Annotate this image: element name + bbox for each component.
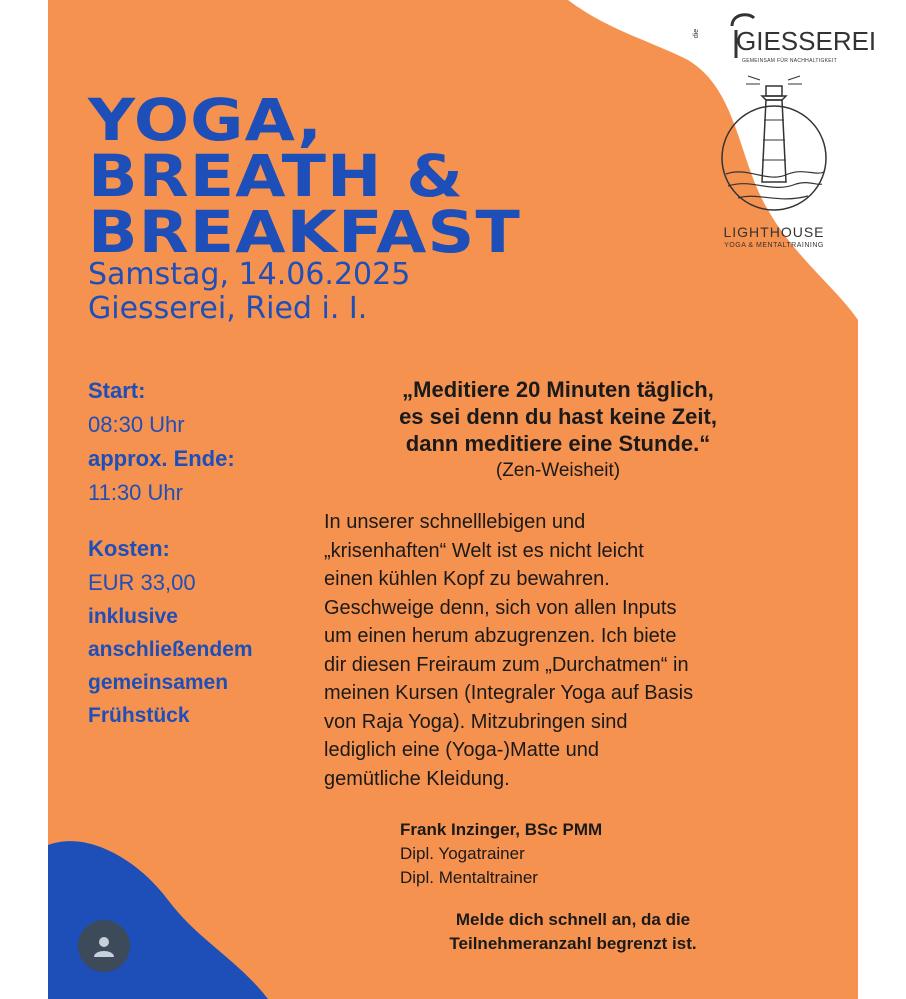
event-location: Giesserei, Ried i. I. [88,291,368,326]
quote-source: (Zen-Weisheit) [495,460,621,481]
start-time: 08:30 Uhr [88,412,185,437]
description-line: meinen Kursen (Integraler Yoga auf Basis [324,682,694,704]
quote-line: es sei denn du hast keine Zeit, [399,404,717,429]
event-flyer [48,0,877,999]
end-time: 11:30 Uhr [88,480,183,505]
spacer [88,510,328,532]
blue-blob-shape [48,841,268,999]
quote-line: „Meditiere 20 Minuten täglich, [402,377,714,402]
zen-quote [308,376,808,485]
event-info [88,258,410,326]
description-line: In unserer schnelllebigen und [324,511,586,533]
trainer-role: Dipl. Mentaltrainer [400,868,538,887]
trainer-name: Frank Inzinger, BSc PMM [400,820,603,839]
description-line: lediglich eine (Yoga-)Matte und [324,739,599,761]
event-date: Samstag, 14.06.2025 [88,257,411,292]
description [324,508,804,793]
title-line: BREATH & [88,142,465,210]
title-line: YOGA, [88,86,324,154]
description-line: gemütliche Kleidung. [324,767,510,790]
end-label: approx. Ende: [88,446,235,471]
profile-avatar-button[interactable] [78,920,130,972]
giesserei-logo-tagline: GEMEINSAM FÜR NACHHALTIGKEIT [742,58,837,64]
registration-notice [338,908,808,956]
giesserei-logo-prefix: die [693,28,701,39]
notice-line: Melde dich schnell an, da die [455,910,691,929]
cost-label: Kosten: [88,536,170,561]
description-line: dir diesen Freiraum zum „Durchatmen“ in [324,653,689,676]
notice-line: Teilnehmeranzahl begrenzt ist. [449,934,697,953]
trainer-role: Dipl. Yogatrainer [400,844,525,863]
description-line: um einen herum abzugrenzen. Ich biete [324,625,677,647]
cost-extra-line: anschließendem [88,638,253,661]
lighthouse-logo-tagline: YOGA & MENTALTRAINING [724,242,824,249]
cost-extra-line: gemeinsamen [88,671,229,694]
event-details [88,374,328,732]
cost-extra-line: inklusive [88,605,178,628]
user-icon [91,933,117,959]
description-line: Geschweige denn, sich von allen Inputs [324,596,677,619]
cost-extra-line: Frühstück [88,704,190,727]
cost-value: EUR 33,00 [88,570,196,595]
lighthouse-logo-name: LIGHTHOUSE [723,224,825,240]
description-line: „krisenhaften“ Welt ist es nicht leicht [324,539,644,562]
giesserei-logo-name: GIESSEREI [736,26,877,56]
title-line: BREAKFAST [88,198,521,266]
trainer-info [400,818,602,890]
event-title [88,86,521,266]
description-line: einen kühlen Kopf zu bewahren. [324,568,610,590]
start-label: Start: [88,378,146,403]
quote-line: dann meditiere eine Stunde.“ [405,431,711,456]
description-line: von Raja Yoga). Mitzubringen sind [324,710,628,733]
